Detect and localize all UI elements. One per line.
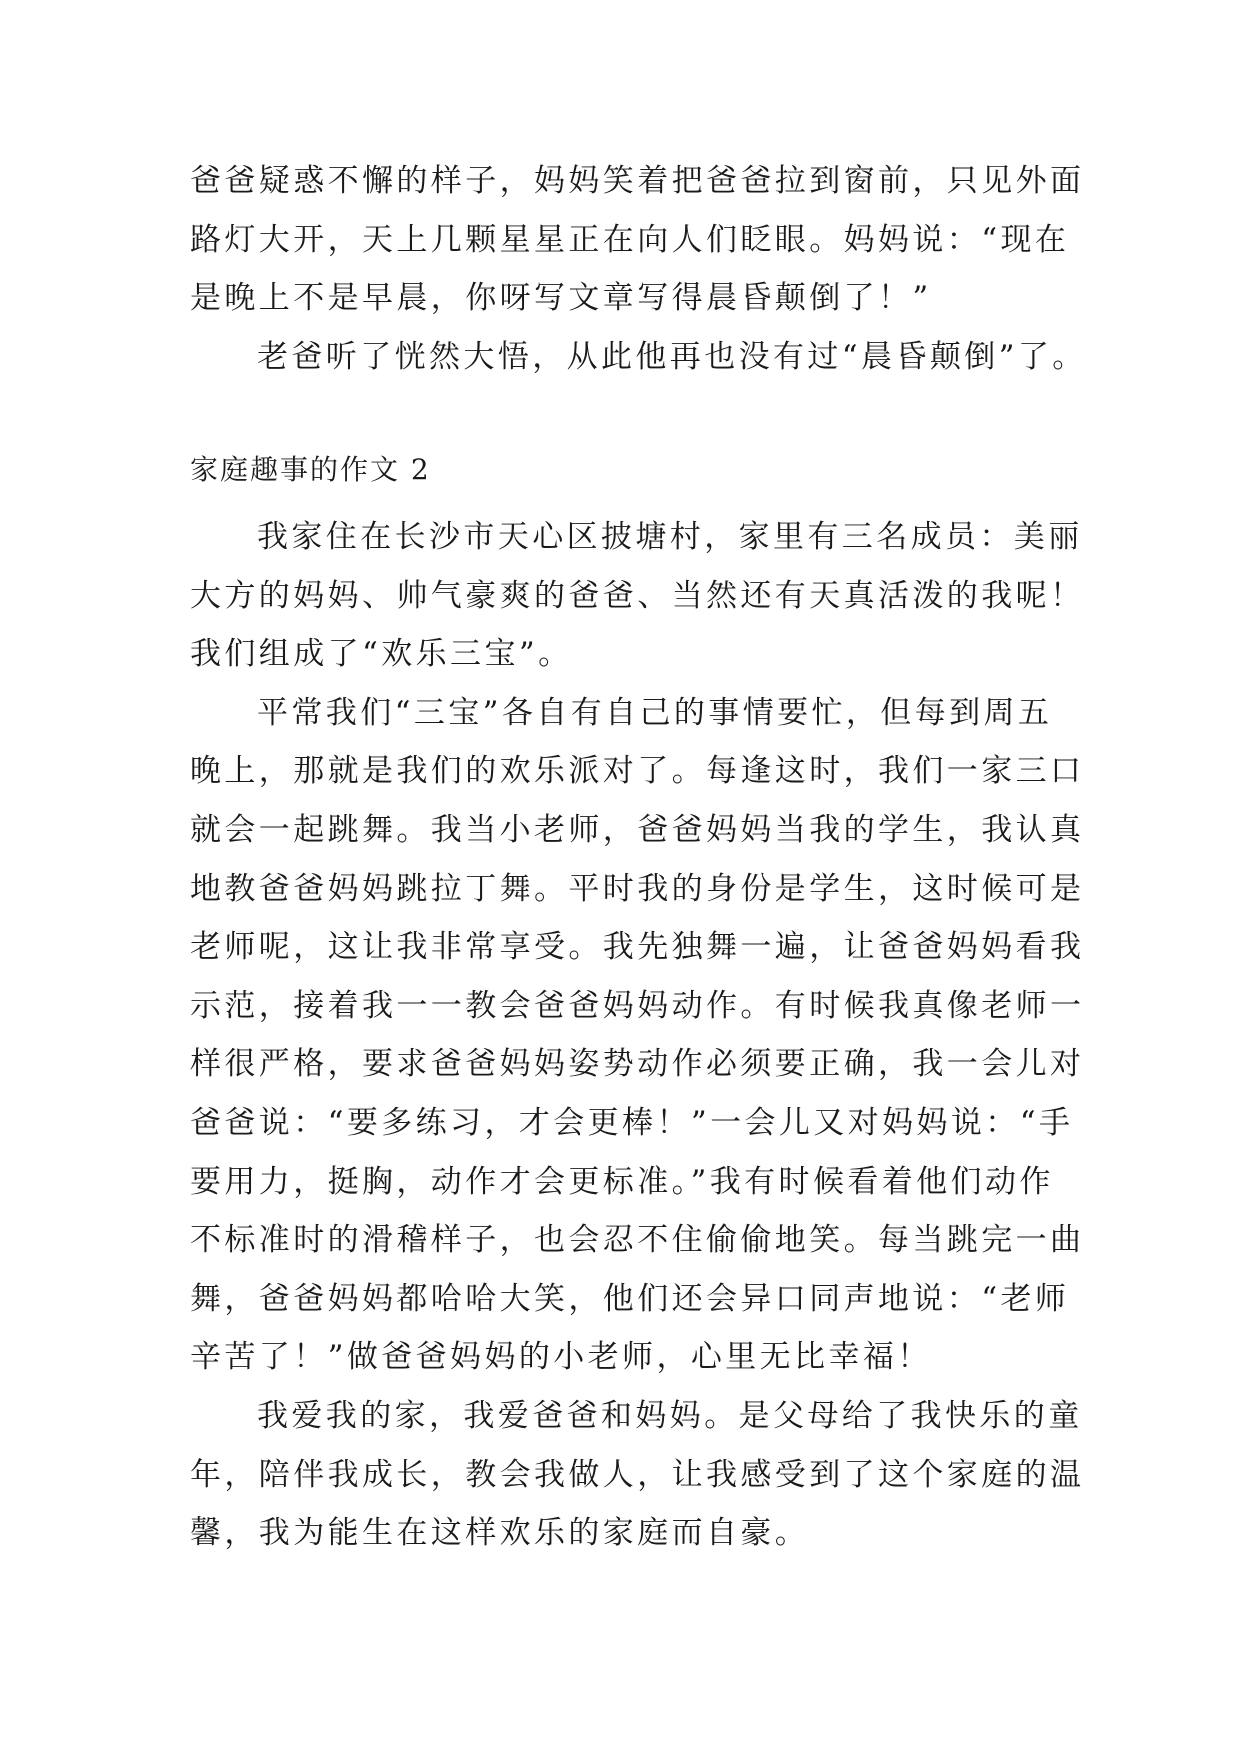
- paragraph-line: 年，陪伴我成长，教会我做人，让我感受到了这个家庭的温: [190, 1456, 1085, 1493]
- paragraph-line: 样很严格，要求爸爸妈妈姿势动作必须要正确，我一会儿对: [190, 1046, 1085, 1083]
- paragraph-line: 要用力，挺胸，动作才会更标准。”我有时候看着他们动作: [190, 1163, 1054, 1200]
- paragraph-line: 老爸听了恍然大悟，从此他再也没有过“晨昏颠倒”了。: [257, 338, 1087, 375]
- section1-text: [190, 152, 1087, 386]
- paragraph-line: 我们组成了“欢乐三宝”。: [190, 636, 573, 673]
- paragraph-line: 舞，爸爸妈妈都哈哈大笑，他们还会异口同声地说：“老师: [190, 1280, 1070, 1317]
- paragraph-line: 就会一起跳舞。我当小老师，爸爸妈妈当我的学生，我认真: [190, 811, 1085, 848]
- paragraph-line: 示范，接着我一一教会爸爸妈妈动作。有时候我真像老师一: [190, 987, 1085, 1024]
- essay-heading: 家庭趣事的作文 2: [190, 453, 431, 486]
- paragraph-line: 我家住在长沙市天心区披塘村，家里有三名成员：美丽: [257, 519, 1083, 555]
- section2-text: [190, 508, 1085, 1563]
- paragraph-line: 辛苦了！”做爸爸妈妈的小老师，心里无比幸福！: [190, 1339, 932, 1376]
- paragraph-line: 路灯大开，天上几颗星星正在向人们眨眼。妈妈说：“现在: [190, 221, 1070, 258]
- paragraph-line: 是晚上不是早晨，你呀写文章写得晨昏颠倒了！”: [190, 280, 932, 317]
- paragraph-line: 不标准时的滑稽样子，也会忍不住偷偷地笑。每当跳完一曲: [190, 1222, 1085, 1259]
- paragraph-line: 老师呢，这让我非常享受。我先独舞一遍，让爸爸妈妈看我: [190, 929, 1085, 966]
- paragraph-line: 爸爸疑惑不懈的样子，妈妈笑着把爸爸拉到窗前，只见外面: [190, 163, 1085, 199]
- paragraph-line: 馨，我为能生在这样欢乐的家庭而自豪。: [190, 1515, 810, 1552]
- paragraph-line: 平常我们“三宝”各自有自己的事情要忙，但每到周五: [257, 694, 1053, 731]
- paragraph-line: 大方的妈妈、帅气豪爽的爸爸、当然还有天真活泼的我呢！: [190, 577, 1085, 614]
- paragraph-line: 我爱我的家，我爱爸爸和妈妈。是父母给了我快乐的童: [257, 1397, 1083, 1434]
- paragraph-line: 晚上，那就是我们的欢乐派对了。每逢这时，我们一家三口: [190, 753, 1085, 790]
- paragraph-line: 地教爸爸妈妈跳拉丁舞。平时我的身份是学生，这时候可是: [190, 870, 1085, 907]
- paragraph-line: 爸爸说：“要多练习，才会更棒！”一会儿又对妈妈说：“手: [190, 1104, 1074, 1141]
